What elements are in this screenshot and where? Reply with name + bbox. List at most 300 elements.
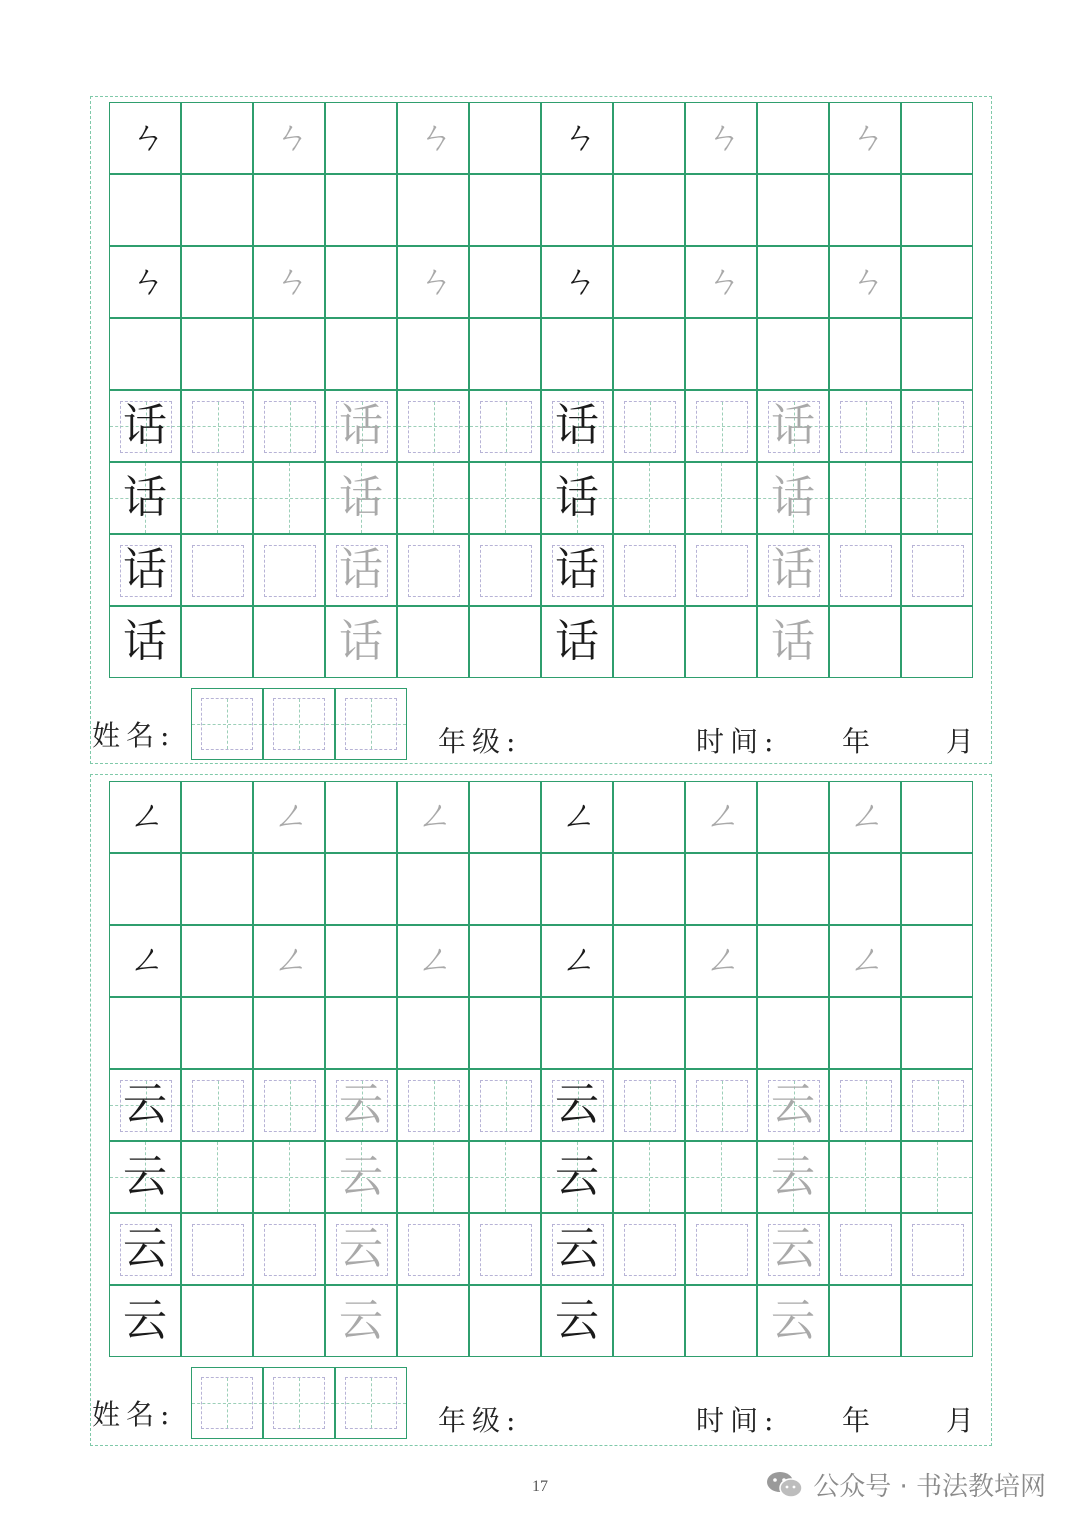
grid-row xyxy=(109,462,973,534)
guide-line xyxy=(254,1105,324,1106)
practice-cell[interactable] xyxy=(469,318,541,390)
practice-cell[interactable] xyxy=(253,606,325,678)
tracing-guide xyxy=(624,545,676,597)
practice-cell[interactable] xyxy=(613,1213,685,1285)
practice-cell[interactable] xyxy=(613,1069,685,1141)
tracing-guide xyxy=(408,1080,460,1132)
practice-cell[interactable] xyxy=(613,390,685,462)
character-glyph: 云 xyxy=(771,1079,815,1130)
guide-line xyxy=(182,1105,252,1106)
practice-cell[interactable] xyxy=(397,390,469,462)
tracing-guide xyxy=(696,1080,748,1132)
practice-cell[interactable] xyxy=(253,246,325,318)
practice-cell[interactable] xyxy=(901,1285,973,1357)
guide-line xyxy=(217,463,218,533)
practice-cell[interactable] xyxy=(901,390,973,462)
practice-cell[interactable] xyxy=(469,997,541,1069)
character-glyph: 话 xyxy=(555,616,599,667)
guide-line xyxy=(264,724,334,725)
guide-line xyxy=(686,426,756,427)
practice-cell[interactable] xyxy=(685,318,757,390)
practice-cell[interactable] xyxy=(829,1285,901,1357)
guide-line xyxy=(865,1142,866,1212)
grid-row xyxy=(109,606,973,678)
stroke-glyph: ㄣ xyxy=(559,261,594,302)
guide-line xyxy=(398,426,468,427)
practice-cell[interactable] xyxy=(181,1213,253,1285)
practice-cell[interactable] xyxy=(613,1141,685,1213)
name-label: 姓名: xyxy=(92,719,176,752)
practice-cell[interactable] xyxy=(685,997,757,1069)
practice-cell[interactable] xyxy=(109,1213,181,1285)
practice-cell[interactable] xyxy=(829,781,901,853)
character-glyph: 云 xyxy=(555,1151,599,1202)
practice-cell[interactable] xyxy=(469,606,541,678)
practice-cell[interactable] xyxy=(397,318,469,390)
practice-cell[interactable] xyxy=(613,781,685,853)
practice-cell[interactable] xyxy=(685,781,757,853)
practice-cell[interactable] xyxy=(181,318,253,390)
practice-cell[interactable] xyxy=(757,102,829,174)
practice-cell[interactable] xyxy=(109,1069,181,1141)
practice-cell[interactable] xyxy=(901,925,973,997)
practice-cell[interactable] xyxy=(253,1069,325,1141)
practice-cell[interactable] xyxy=(541,390,613,462)
guide-line xyxy=(470,1105,540,1106)
practice-cell[interactable] xyxy=(829,102,901,174)
practice-cell[interactable] xyxy=(469,534,541,606)
practice-cell[interactable] xyxy=(325,1285,397,1357)
practice-cell[interactable] xyxy=(613,997,685,1069)
practice-cell[interactable] xyxy=(469,174,541,246)
practice-cell[interactable] xyxy=(469,1141,541,1213)
practice-cell[interactable] xyxy=(469,462,541,534)
practice-cell[interactable] xyxy=(181,925,253,997)
practice-cell[interactable] xyxy=(469,853,541,925)
practice-cell[interactable] xyxy=(829,462,901,534)
grid-row xyxy=(109,390,973,462)
practice-cell[interactable] xyxy=(325,606,397,678)
practice-cell[interactable] xyxy=(829,318,901,390)
practice-cell[interactable] xyxy=(829,174,901,246)
tracing-guide xyxy=(264,1224,316,1276)
practice-cell[interactable] xyxy=(541,781,613,853)
character-glyph: 话 xyxy=(123,400,167,451)
practice-cell[interactable] xyxy=(109,534,181,606)
practice-cell[interactable] xyxy=(613,1285,685,1357)
practice-cell[interactable] xyxy=(469,390,541,462)
practice-cell[interactable] xyxy=(829,853,901,925)
stroke-glyph: ㄥ xyxy=(559,940,594,981)
practice-cell[interactable] xyxy=(757,318,829,390)
practice-cell[interactable] xyxy=(541,853,613,925)
practice-cell[interactable] xyxy=(757,462,829,534)
practice-cell[interactable] xyxy=(829,390,901,462)
practice-cell[interactable] xyxy=(181,534,253,606)
practice-cell[interactable] xyxy=(541,606,613,678)
practice-cell[interactable] xyxy=(685,925,757,997)
practice-cell[interactable] xyxy=(685,606,757,678)
tracing-guide xyxy=(912,401,964,453)
practice-cell[interactable] xyxy=(541,997,613,1069)
practice-cell[interactable] xyxy=(325,781,397,853)
practice-cell[interactable] xyxy=(613,318,685,390)
practice-cell[interactable] xyxy=(685,102,757,174)
character-glyph: 话 xyxy=(339,616,383,667)
practice-cell[interactable] xyxy=(757,1141,829,1213)
guide-line xyxy=(192,1403,262,1404)
tracing-guide xyxy=(912,545,964,597)
practice-cell[interactable] xyxy=(325,318,397,390)
practice-cell[interactable] xyxy=(109,318,181,390)
stroke-glyph: ㄥ xyxy=(703,796,738,837)
guide-line xyxy=(264,1403,334,1404)
tracing-guide xyxy=(912,1080,964,1132)
practice-cell[interactable] xyxy=(685,534,757,606)
practice-cell[interactable] xyxy=(757,925,829,997)
stroke-glyph: ㄥ xyxy=(127,796,162,837)
name-box[interactable] xyxy=(191,1367,263,1439)
practice-cell[interactable] xyxy=(397,1213,469,1285)
practice-cell[interactable] xyxy=(469,925,541,997)
grid-row xyxy=(109,1285,973,1357)
practice-cell[interactable] xyxy=(757,390,829,462)
practice-cell[interactable] xyxy=(541,462,613,534)
practice-cell[interactable] xyxy=(901,997,973,1069)
character-glyph: 云 xyxy=(555,1295,599,1346)
character-glyph: 话 xyxy=(771,616,815,667)
practice-cell[interactable] xyxy=(397,534,469,606)
practice-cell[interactable] xyxy=(109,606,181,678)
tracing-guide xyxy=(408,401,460,453)
practice-cell[interactable] xyxy=(397,1069,469,1141)
practice-cell[interactable] xyxy=(757,997,829,1069)
guide-line xyxy=(254,426,324,427)
practice-cell[interactable] xyxy=(901,462,973,534)
character-glyph: 云 xyxy=(771,1151,815,1202)
month-label: 月 xyxy=(946,725,981,758)
practice-cell[interactable] xyxy=(541,1141,613,1213)
stroke-glyph: ㄣ xyxy=(271,117,306,158)
practice-cell[interactable] xyxy=(181,1285,253,1357)
practice-cell[interactable] xyxy=(829,1141,901,1213)
practice-cell[interactable] xyxy=(829,1213,901,1285)
practice-cell[interactable] xyxy=(325,246,397,318)
practice-cell[interactable] xyxy=(325,997,397,1069)
practice-cell[interactable] xyxy=(541,925,613,997)
practice-cell[interactable] xyxy=(397,1285,469,1357)
practice-cell[interactable] xyxy=(397,246,469,318)
practice-cell[interactable] xyxy=(253,534,325,606)
character-glyph: 话 xyxy=(339,544,383,595)
practice-cell[interactable] xyxy=(181,606,253,678)
stroke-glyph: ㄣ xyxy=(127,117,162,158)
practice-cell[interactable] xyxy=(685,462,757,534)
guide-line xyxy=(649,463,650,533)
practice-cell[interactable] xyxy=(901,606,973,678)
watermark-text: 公众号 · 书法教培网 xyxy=(813,1472,1046,1502)
practice-cell[interactable] xyxy=(757,1285,829,1357)
practice-cell[interactable] xyxy=(109,462,181,534)
year-label: 年 xyxy=(842,725,877,758)
practice-cell[interactable] xyxy=(325,534,397,606)
practice-cell[interactable] xyxy=(829,606,901,678)
grid-row xyxy=(109,1069,973,1141)
stroke-glyph: ㄥ xyxy=(847,796,882,837)
practice-cell[interactable] xyxy=(901,246,973,318)
practice-cell[interactable] xyxy=(469,102,541,174)
guide-line xyxy=(721,463,722,533)
guide-line xyxy=(830,1105,900,1106)
practice-cell[interactable] xyxy=(181,246,253,318)
practice-cell[interactable] xyxy=(397,606,469,678)
practice-cell[interactable] xyxy=(325,853,397,925)
practice-cell[interactable] xyxy=(541,1285,613,1357)
character-glyph: 话 xyxy=(339,472,383,523)
name-box[interactable] xyxy=(335,1367,407,1439)
practice-cell[interactable] xyxy=(613,534,685,606)
time-label: 时间: xyxy=(696,1404,780,1437)
character-glyph: 云 xyxy=(771,1295,815,1346)
practice-cell[interactable] xyxy=(181,853,253,925)
tracing-guide xyxy=(264,401,316,453)
practice-cell[interactable] xyxy=(325,462,397,534)
sheet-footer xyxy=(90,688,992,764)
practice-cell[interactable] xyxy=(757,1213,829,1285)
stroke-glyph: ㄣ xyxy=(559,117,594,158)
stroke-glyph: ㄥ xyxy=(127,940,162,981)
practice-cell[interactable] xyxy=(829,246,901,318)
character-glyph: 云 xyxy=(123,1079,167,1130)
practice-cell[interactable] xyxy=(757,781,829,853)
guide-line xyxy=(614,426,684,427)
character-glyph: 云 xyxy=(339,1151,383,1202)
name-box[interactable] xyxy=(263,1367,335,1439)
practice-cell[interactable] xyxy=(109,1285,181,1357)
practice-cell[interactable] xyxy=(541,174,613,246)
practice-cell[interactable] xyxy=(325,102,397,174)
practice-cell[interactable] xyxy=(397,102,469,174)
guide-line xyxy=(614,1105,684,1106)
practice-cell[interactable] xyxy=(253,174,325,246)
practice-cell[interactable] xyxy=(469,1213,541,1285)
practice-cell[interactable] xyxy=(325,390,397,462)
practice-cell[interactable] xyxy=(613,462,685,534)
practice-cell[interactable] xyxy=(613,174,685,246)
guide-line xyxy=(192,724,262,725)
practice-cell[interactable] xyxy=(469,781,541,853)
practice-cell[interactable] xyxy=(541,1069,613,1141)
tracing-guide xyxy=(480,1080,532,1132)
sheet-footer xyxy=(90,1367,992,1443)
practice-cell[interactable] xyxy=(901,781,973,853)
practice-cell[interactable] xyxy=(181,390,253,462)
practice-cell[interactable] xyxy=(253,997,325,1069)
char-grid xyxy=(109,1069,973,1357)
practice-cell[interactable] xyxy=(901,1069,973,1141)
tracing-guide xyxy=(912,1224,964,1276)
guide-line xyxy=(336,724,406,725)
practice-cell[interactable] xyxy=(757,534,829,606)
character-glyph: 话 xyxy=(339,400,383,451)
practice-cell[interactable] xyxy=(685,174,757,246)
practice-cell[interactable] xyxy=(109,174,181,246)
guide-line xyxy=(649,1142,650,1212)
character-glyph: 云 xyxy=(123,1295,167,1346)
practice-cell[interactable] xyxy=(685,1141,757,1213)
practice-cell[interactable] xyxy=(685,853,757,925)
tracing-guide xyxy=(480,545,532,597)
tracing-guide xyxy=(840,401,892,453)
stroke-glyph: ㄥ xyxy=(703,940,738,981)
practice-cell[interactable] xyxy=(685,1069,757,1141)
practice-cell[interactable] xyxy=(469,1285,541,1357)
practice-cell[interactable] xyxy=(397,997,469,1069)
practice-cell[interactable] xyxy=(109,390,181,462)
character-glyph: 话 xyxy=(123,544,167,595)
practice-cell[interactable] xyxy=(253,462,325,534)
practice-cell[interactable] xyxy=(757,606,829,678)
practice-cell[interactable] xyxy=(469,1069,541,1141)
practice-cell[interactable] xyxy=(397,925,469,997)
stroke-glyph: ㄥ xyxy=(415,940,450,981)
practice-cell[interactable] xyxy=(253,390,325,462)
practice-cell[interactable] xyxy=(901,1141,973,1213)
practice-cell[interactable] xyxy=(253,1213,325,1285)
practice-cell[interactable] xyxy=(109,997,181,1069)
practice-cell[interactable] xyxy=(325,174,397,246)
practice-cell[interactable] xyxy=(685,1285,757,1357)
practice-cell[interactable] xyxy=(253,1141,325,1213)
grid-row xyxy=(109,1213,973,1285)
character-glyph: 云 xyxy=(339,1223,383,1274)
practice-cell[interactable] xyxy=(109,102,181,174)
practice-cell[interactable] xyxy=(109,246,181,318)
guide-line xyxy=(433,1142,434,1212)
practice-cell[interactable] xyxy=(685,390,757,462)
stroke-grid xyxy=(109,781,973,1069)
practice-cell[interactable] xyxy=(397,1141,469,1213)
practice-cell[interactable] xyxy=(253,1285,325,1357)
guide-line xyxy=(289,1142,290,1212)
character-glyph: 话 xyxy=(771,544,815,595)
character-glyph: 话 xyxy=(555,472,599,523)
practice-cell[interactable] xyxy=(613,925,685,997)
stroke-glyph: ㄣ xyxy=(415,261,450,302)
practice-cell[interactable] xyxy=(757,174,829,246)
practice-cell[interactable] xyxy=(181,174,253,246)
tracing-guide xyxy=(696,401,748,453)
practice-cell[interactable] xyxy=(397,853,469,925)
name-box[interactable] xyxy=(191,688,263,760)
month-label: 月 xyxy=(946,1404,981,1437)
guide-line xyxy=(336,1403,406,1404)
practice-cell[interactable] xyxy=(901,102,973,174)
practice-cell[interactable] xyxy=(181,462,253,534)
practice-cell[interactable] xyxy=(829,1069,901,1141)
guide-line xyxy=(182,426,252,427)
guide-line xyxy=(289,463,290,533)
practice-cell[interactable] xyxy=(325,1069,397,1141)
practice-cell[interactable] xyxy=(109,781,181,853)
practice-cell[interactable] xyxy=(829,925,901,997)
practice-cell[interactable] xyxy=(829,997,901,1069)
practice-cell[interactable] xyxy=(181,781,253,853)
practice-cell[interactable] xyxy=(901,853,973,925)
guide-line xyxy=(470,426,540,427)
guide-line xyxy=(902,426,972,427)
practice-cell[interactable] xyxy=(541,318,613,390)
grid-row xyxy=(109,997,973,1069)
practice-cell[interactable] xyxy=(541,1213,613,1285)
practice-cell[interactable] xyxy=(253,925,325,997)
practice-cell[interactable] xyxy=(109,925,181,997)
character-glyph: 云 xyxy=(339,1295,383,1346)
practice-cell[interactable] xyxy=(541,246,613,318)
practice-cell[interactable] xyxy=(901,174,973,246)
practice-cell[interactable] xyxy=(397,174,469,246)
tracing-guide xyxy=(624,1224,676,1276)
practice-cell[interactable] xyxy=(541,102,613,174)
practice-cell[interactable] xyxy=(109,1141,181,1213)
tracing-guide xyxy=(264,1080,316,1132)
practice-cell[interactable] xyxy=(397,462,469,534)
practice-cell[interactable] xyxy=(613,246,685,318)
tracing-guide xyxy=(192,1224,244,1276)
practice-cell[interactable] xyxy=(613,606,685,678)
practice-cell[interactable] xyxy=(325,1213,397,1285)
practice-cell[interactable] xyxy=(901,1213,973,1285)
practice-cell[interactable] xyxy=(325,1141,397,1213)
guide-line xyxy=(433,463,434,533)
name-box[interactable] xyxy=(335,688,407,760)
practice-cell[interactable] xyxy=(253,853,325,925)
practice-cell[interactable] xyxy=(253,102,325,174)
practice-cell[interactable] xyxy=(469,246,541,318)
practice-cell[interactable] xyxy=(541,534,613,606)
practice-cell[interactable] xyxy=(109,853,181,925)
stroke-glyph: ㄥ xyxy=(415,796,450,837)
character-glyph: 云 xyxy=(555,1079,599,1130)
practice-cell[interactable] xyxy=(181,997,253,1069)
practice-cell[interactable] xyxy=(901,318,973,390)
practice-cell[interactable] xyxy=(829,534,901,606)
practice-cell[interactable] xyxy=(901,534,973,606)
guide-line xyxy=(217,1142,218,1212)
practice-cell[interactable] xyxy=(613,853,685,925)
practice-cell[interactable] xyxy=(325,925,397,997)
time-label: 时间: xyxy=(696,725,780,758)
practice-cell[interactable] xyxy=(685,246,757,318)
practice-cell[interactable] xyxy=(613,102,685,174)
grid-row xyxy=(109,853,973,925)
practice-cell[interactable] xyxy=(181,1069,253,1141)
practice-cell[interactable] xyxy=(685,1213,757,1285)
practice-cell[interactable] xyxy=(757,246,829,318)
practice-cell[interactable] xyxy=(757,853,829,925)
practice-cell[interactable] xyxy=(757,1069,829,1141)
practice-cell[interactable] xyxy=(181,1141,253,1213)
watermark xyxy=(765,1466,1046,1503)
practice-cell[interactable] xyxy=(397,781,469,853)
grid-row xyxy=(109,925,973,997)
guide-line xyxy=(937,463,938,533)
practice-cell[interactable] xyxy=(253,318,325,390)
name-box[interactable] xyxy=(263,688,335,760)
practice-cell[interactable] xyxy=(181,102,253,174)
practice-cell[interactable] xyxy=(253,781,325,853)
char-grid xyxy=(109,390,973,678)
